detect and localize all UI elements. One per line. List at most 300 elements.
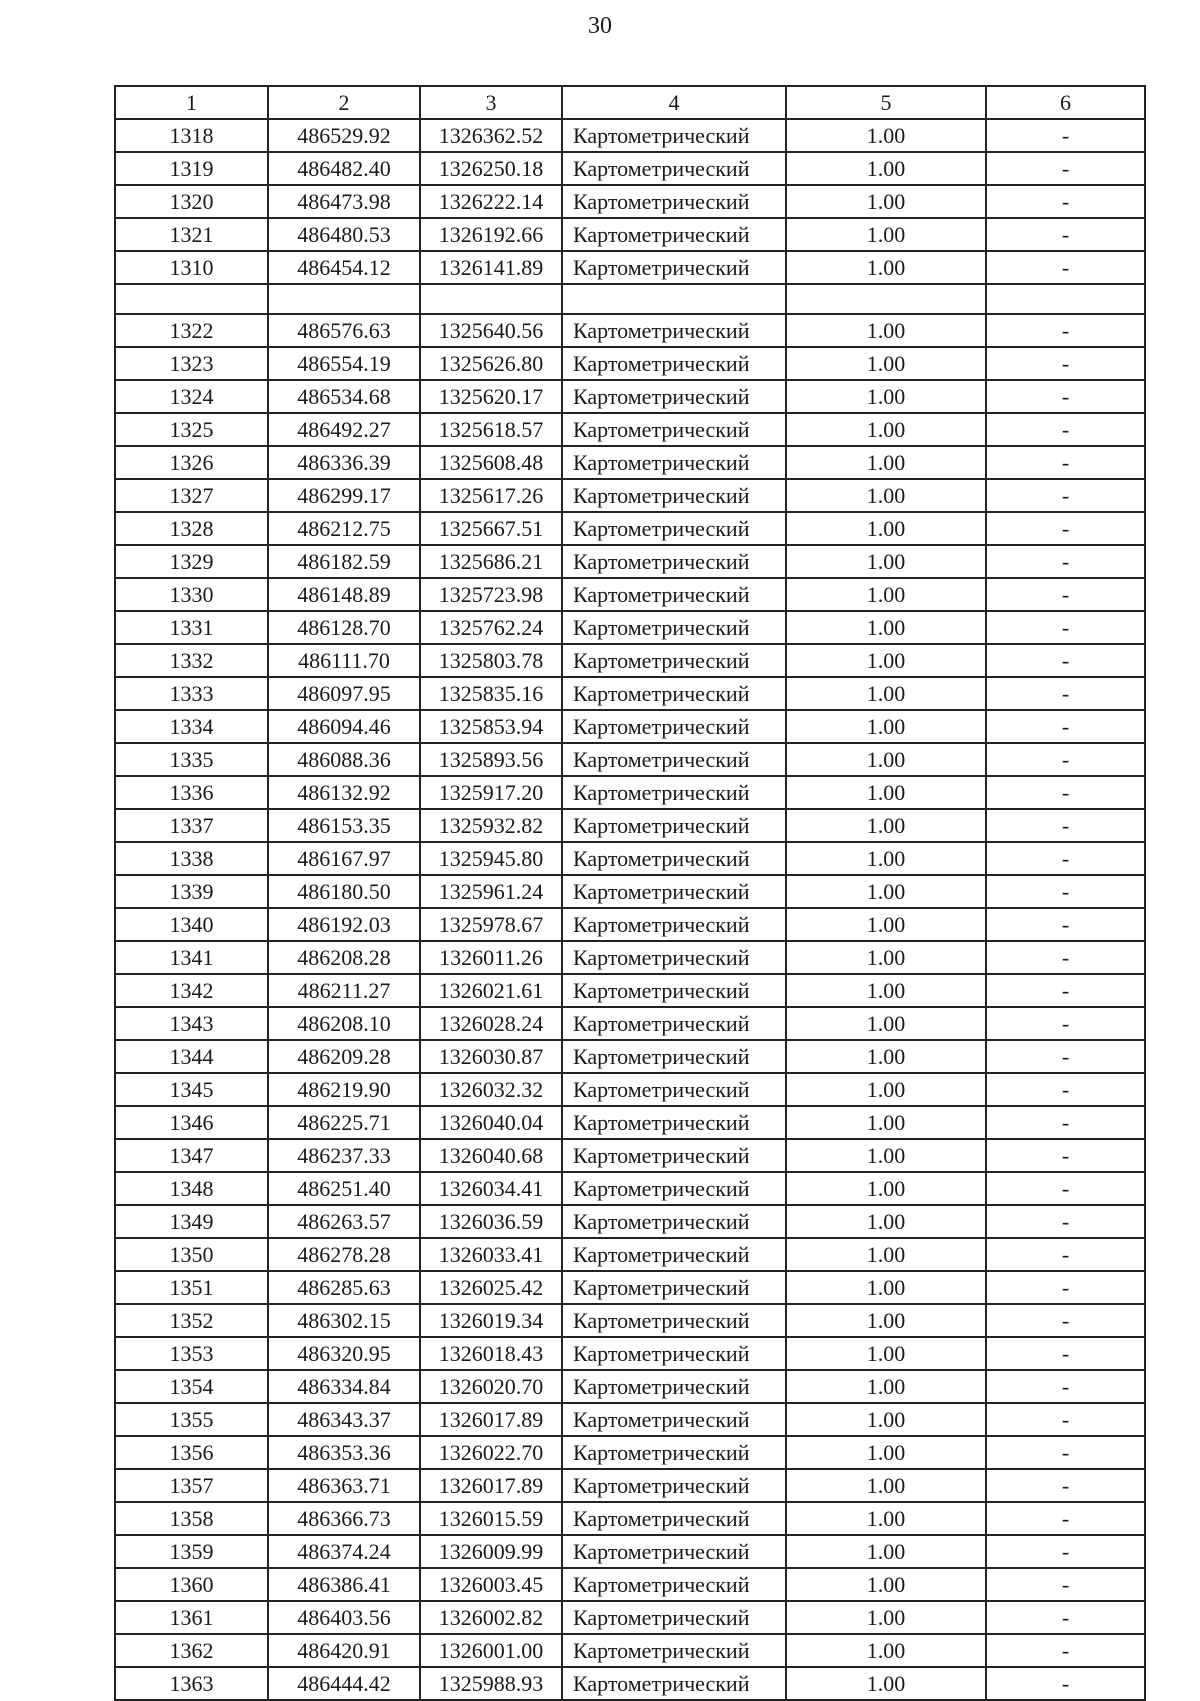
table-row (115, 1535, 1145, 1568)
point-number-cell: 1332 (115, 644, 268, 677)
table-row (115, 512, 1145, 545)
method-cell: Картометрический (562, 446, 786, 479)
x-coordinate-cell: 486208.28 (268, 941, 420, 974)
x-coordinate-cell: 486343.37 (268, 1403, 420, 1436)
note-cell: - (986, 710, 1145, 743)
point-number-cell: 1350 (115, 1238, 268, 1271)
table-body (115, 119, 1145, 1700)
table-row (115, 941, 1145, 974)
point-number-cell: 1328 (115, 512, 268, 545)
note-cell: - (986, 1205, 1145, 1238)
point-number-cell: 1359 (115, 1535, 268, 1568)
point-number-cell: 1335 (115, 743, 268, 776)
point-number-cell: 1334 (115, 710, 268, 743)
x-coordinate-cell: 486336.39 (268, 446, 420, 479)
note-cell: - (986, 1601, 1145, 1634)
note-cell: - (986, 1139, 1145, 1172)
y-coordinate-cell: 1326017.89 (420, 1469, 562, 1502)
table-row (115, 1238, 1145, 1271)
method-cell: Картометрический (562, 545, 786, 578)
table-row (115, 1040, 1145, 1073)
y-coordinate-cell: 1326028.24 (420, 1007, 562, 1040)
accuracy-cell: 1.00 (786, 1007, 986, 1040)
x-coordinate-cell: 486209.28 (268, 1040, 420, 1073)
method-cell: Картометрический (562, 185, 786, 218)
x-coordinate-cell (268, 284, 420, 314)
accuracy-cell: 1.00 (786, 776, 986, 809)
point-number-cell: 1310 (115, 251, 268, 284)
method-cell: Картометрический (562, 875, 786, 908)
table-row (115, 479, 1145, 512)
x-coordinate-cell: 486094.46 (268, 710, 420, 743)
x-coordinate-cell: 486088.36 (268, 743, 420, 776)
y-coordinate-cell: 1325893.56 (420, 743, 562, 776)
x-coordinate-cell: 486534.68 (268, 380, 420, 413)
table-row (115, 413, 1145, 446)
point-number-cell: 1345 (115, 1073, 268, 1106)
point-number-cell: 1342 (115, 974, 268, 1007)
y-coordinate-cell: 1325723.98 (420, 578, 562, 611)
y-coordinate-cell (420, 284, 562, 314)
header-cell-6: 6 (986, 86, 1145, 119)
point-number-cell: 1363 (115, 1667, 268, 1700)
x-coordinate-cell: 486211.27 (268, 974, 420, 1007)
method-cell: Картометрический (562, 710, 786, 743)
method-cell: Картометрический (562, 1502, 786, 1535)
y-coordinate-cell: 1326025.42 (420, 1271, 562, 1304)
table-header (115, 86, 1145, 119)
method-cell: Картометрический (562, 1535, 786, 1568)
header-cell-4: 4 (562, 86, 786, 119)
point-number-cell: 1360 (115, 1568, 268, 1601)
note-cell: - (986, 380, 1145, 413)
y-coordinate-cell: 1326011.26 (420, 941, 562, 974)
x-coordinate-cell: 486182.59 (268, 545, 420, 578)
method-cell: Картометрический (562, 611, 786, 644)
y-coordinate-cell: 1326040.04 (420, 1106, 562, 1139)
x-coordinate-cell: 486237.33 (268, 1139, 420, 1172)
header-cell-5: 5 (786, 86, 986, 119)
method-cell: Картометрический (562, 479, 786, 512)
y-coordinate-cell: 1325620.17 (420, 380, 562, 413)
point-number-cell: 1340 (115, 908, 268, 941)
method-cell: Картометрический (562, 1040, 786, 1073)
note-cell: - (986, 185, 1145, 218)
y-coordinate-cell: 1325803.78 (420, 644, 562, 677)
note-cell: - (986, 1502, 1145, 1535)
table-row (115, 809, 1145, 842)
point-number-cell: 1322 (115, 314, 268, 347)
method-cell: Картометрический (562, 974, 786, 1007)
note-cell: - (986, 611, 1145, 644)
y-coordinate-cell: 1325932.82 (420, 809, 562, 842)
accuracy-cell: 1.00 (786, 1106, 986, 1139)
table-row (115, 1469, 1145, 1502)
x-coordinate-cell: 486576.63 (268, 314, 420, 347)
method-cell: Картометрический (562, 908, 786, 941)
y-coordinate-cell: 1325617.26 (420, 479, 562, 512)
note-cell: - (986, 251, 1145, 284)
table-row (115, 152, 1145, 185)
y-coordinate-cell: 1325626.80 (420, 347, 562, 380)
table-row (115, 1370, 1145, 1403)
point-number-cell: 1338 (115, 842, 268, 875)
table-row (115, 1403, 1145, 1436)
x-coordinate-cell: 486225.71 (268, 1106, 420, 1139)
point-number-cell: 1330 (115, 578, 268, 611)
point-number-cell: 1361 (115, 1601, 268, 1634)
x-coordinate-cell: 486132.92 (268, 776, 420, 809)
note-cell: - (986, 1040, 1145, 1073)
accuracy-cell: 1.00 (786, 644, 986, 677)
accuracy-cell: 1.00 (786, 1469, 986, 1502)
accuracy-cell: 1.00 (786, 152, 986, 185)
y-coordinate-cell: 1325853.94 (420, 710, 562, 743)
accuracy-cell: 1.00 (786, 1568, 986, 1601)
header-cell-1: 1 (115, 86, 268, 119)
note-cell: - (986, 1007, 1145, 1040)
accuracy-cell: 1.00 (786, 479, 986, 512)
note-cell: - (986, 1370, 1145, 1403)
point-number-cell: 1329 (115, 545, 268, 578)
table-row (115, 644, 1145, 677)
y-coordinate-cell: 1326036.59 (420, 1205, 562, 1238)
point-number-cell: 1362 (115, 1634, 268, 1667)
table-row (115, 380, 1145, 413)
table-row (115, 446, 1145, 479)
point-number-cell: 1352 (115, 1304, 268, 1337)
y-coordinate-cell: 1325945.80 (420, 842, 562, 875)
y-coordinate-cell: 1325835.16 (420, 677, 562, 710)
table-row (115, 908, 1145, 941)
x-coordinate-cell: 486363.71 (268, 1469, 420, 1502)
accuracy-cell: 1.00 (786, 677, 986, 710)
accuracy-cell: 1.00 (786, 1370, 986, 1403)
point-number-cell: 1320 (115, 185, 268, 218)
y-coordinate-cell: 1326250.18 (420, 152, 562, 185)
y-coordinate-cell: 1326030.87 (420, 1040, 562, 1073)
point-number-cell: 1318 (115, 119, 268, 152)
table-row (115, 119, 1145, 152)
method-cell: Картометрический (562, 1271, 786, 1304)
method-cell: Картометрический (562, 1172, 786, 1205)
accuracy-cell: 1.00 (786, 218, 986, 251)
method-cell: Картометрический (562, 251, 786, 284)
table-row (115, 284, 1145, 314)
accuracy-cell: 1.00 (786, 314, 986, 347)
y-coordinate-cell: 1326009.99 (420, 1535, 562, 1568)
x-coordinate-cell: 486320.95 (268, 1337, 420, 1370)
note-cell: - (986, 413, 1145, 446)
accuracy-cell: 1.00 (786, 1535, 986, 1568)
method-cell: Картометрический (562, 941, 786, 974)
accuracy-cell: 1.00 (786, 1502, 986, 1535)
header-cell-3: 3 (420, 86, 562, 119)
x-coordinate-cell: 486366.73 (268, 1502, 420, 1535)
table-row (115, 1634, 1145, 1667)
note-cell: - (986, 677, 1145, 710)
method-cell: Картометрический (562, 152, 786, 185)
method-cell: Картометрический (562, 578, 786, 611)
method-cell: Картометрический (562, 413, 786, 446)
coordinates-table (114, 85, 1146, 1701)
accuracy-cell: 1.00 (786, 1337, 986, 1370)
accuracy-cell: 1.00 (786, 908, 986, 941)
method-cell: Картометрический (562, 347, 786, 380)
note-cell: - (986, 1634, 1145, 1667)
point-number-cell: 1358 (115, 1502, 268, 1535)
table-row (115, 875, 1145, 908)
x-coordinate-cell: 486473.98 (268, 185, 420, 218)
point-number-cell: 1344 (115, 1040, 268, 1073)
note-cell: - (986, 1271, 1145, 1304)
x-coordinate-cell: 486444.42 (268, 1667, 420, 1700)
accuracy-cell: 1.00 (786, 1403, 986, 1436)
method-cell: Картометрический (562, 1007, 786, 1040)
table-row (115, 218, 1145, 251)
method-cell: Картометрический (562, 512, 786, 545)
point-number-cell: 1337 (115, 809, 268, 842)
table-row (115, 1568, 1145, 1601)
accuracy-cell: 1.00 (786, 413, 986, 446)
y-coordinate-cell: 1325640.56 (420, 314, 562, 347)
point-number-cell: 1347 (115, 1139, 268, 1172)
accuracy-cell: 1.00 (786, 1601, 986, 1634)
table-row (115, 1337, 1145, 1370)
y-coordinate-cell: 1326040.68 (420, 1139, 562, 1172)
y-coordinate-cell: 1325917.20 (420, 776, 562, 809)
accuracy-cell (786, 284, 986, 314)
table-row (115, 1436, 1145, 1469)
table-row (115, 1172, 1145, 1205)
x-coordinate-cell: 486420.91 (268, 1634, 420, 1667)
table-row (115, 185, 1145, 218)
method-cell: Картометрический (562, 1436, 786, 1469)
x-coordinate-cell: 486180.50 (268, 875, 420, 908)
method-cell: Картометрический (562, 776, 786, 809)
accuracy-cell: 1.00 (786, 512, 986, 545)
note-cell: - (986, 1667, 1145, 1700)
note-cell: - (986, 119, 1145, 152)
table-row (115, 1304, 1145, 1337)
method-cell: Картометрический (562, 1568, 786, 1601)
y-coordinate-cell: 1326033.41 (420, 1238, 562, 1271)
table-row (115, 1205, 1145, 1238)
x-coordinate-cell: 486454.12 (268, 251, 420, 284)
method-cell: Картометрический (562, 380, 786, 413)
note-cell: - (986, 152, 1145, 185)
note-cell: - (986, 842, 1145, 875)
method-cell: Картометрический (562, 842, 786, 875)
note-cell: - (986, 1238, 1145, 1271)
point-number-cell: 1356 (115, 1436, 268, 1469)
x-coordinate-cell: 486153.35 (268, 809, 420, 842)
note-cell: - (986, 776, 1145, 809)
method-cell: Картометрический (562, 1370, 786, 1403)
note-cell: - (986, 644, 1145, 677)
y-coordinate-cell: 1326015.59 (420, 1502, 562, 1535)
method-cell: Картометрический (562, 218, 786, 251)
note-cell: - (986, 875, 1145, 908)
x-coordinate-cell: 486192.03 (268, 908, 420, 941)
x-coordinate-cell: 486302.15 (268, 1304, 420, 1337)
x-coordinate-cell: 486334.84 (268, 1370, 420, 1403)
header-cell-2: 2 (268, 86, 420, 119)
point-number-cell: 1333 (115, 677, 268, 710)
note-cell: - (986, 1436, 1145, 1469)
x-coordinate-cell: 486482.40 (268, 152, 420, 185)
accuracy-cell: 1.00 (786, 1172, 986, 1205)
point-number-cell: 1346 (115, 1106, 268, 1139)
method-cell: Картометрический (562, 1667, 786, 1700)
accuracy-cell: 1.00 (786, 1667, 986, 1700)
point-number-cell: 1339 (115, 875, 268, 908)
point-number-cell: 1326 (115, 446, 268, 479)
point-number-cell: 1357 (115, 1469, 268, 1502)
page-number: 30 (588, 13, 612, 39)
y-coordinate-cell: 1326021.61 (420, 974, 562, 1007)
note-cell: - (986, 1304, 1145, 1337)
point-number-cell (115, 284, 268, 314)
table-row (115, 974, 1145, 1007)
x-coordinate-cell: 486278.28 (268, 1238, 420, 1271)
method-cell: Картометрический (562, 1139, 786, 1172)
x-coordinate-cell: 486111.70 (268, 644, 420, 677)
note-cell: - (986, 578, 1145, 611)
table-row (115, 1139, 1145, 1172)
accuracy-cell: 1.00 (786, 941, 986, 974)
x-coordinate-cell: 486167.97 (268, 842, 420, 875)
y-coordinate-cell: 1326001.00 (420, 1634, 562, 1667)
y-coordinate-cell: 1326141.89 (420, 251, 562, 284)
accuracy-cell: 1.00 (786, 251, 986, 284)
accuracy-cell: 1.00 (786, 119, 986, 152)
x-coordinate-cell: 486386.41 (268, 1568, 420, 1601)
accuracy-cell: 1.00 (786, 1040, 986, 1073)
accuracy-cell: 1.00 (786, 974, 986, 1007)
accuracy-cell: 1.00 (786, 809, 986, 842)
note-cell: - (986, 545, 1145, 578)
point-number-cell: 1336 (115, 776, 268, 809)
y-coordinate-cell: 1326362.52 (420, 119, 562, 152)
table-row (115, 1073, 1145, 1106)
method-cell: Картометрический (562, 1469, 786, 1502)
note-cell: - (986, 974, 1145, 1007)
y-coordinate-cell: 1325961.24 (420, 875, 562, 908)
table-row (115, 1106, 1145, 1139)
accuracy-cell: 1.00 (786, 347, 986, 380)
y-coordinate-cell: 1326018.43 (420, 1337, 562, 1370)
x-coordinate-cell: 486554.19 (268, 347, 420, 380)
method-cell: Картометрический (562, 1238, 786, 1271)
x-coordinate-cell: 486353.36 (268, 1436, 420, 1469)
point-number-cell: 1349 (115, 1205, 268, 1238)
point-number-cell: 1351 (115, 1271, 268, 1304)
point-number-cell: 1325 (115, 413, 268, 446)
accuracy-cell: 1.00 (786, 380, 986, 413)
y-coordinate-cell: 1326020.70 (420, 1370, 562, 1403)
y-coordinate-cell: 1326022.70 (420, 1436, 562, 1469)
table-row (115, 251, 1145, 284)
x-coordinate-cell: 486208.10 (268, 1007, 420, 1040)
x-coordinate-cell: 486529.92 (268, 119, 420, 152)
y-coordinate-cell: 1325762.24 (420, 611, 562, 644)
point-number-cell: 1354 (115, 1370, 268, 1403)
y-coordinate-cell: 1325618.57 (420, 413, 562, 446)
note-cell (986, 284, 1145, 314)
x-coordinate-cell: 486403.56 (268, 1601, 420, 1634)
table-row (115, 611, 1145, 644)
accuracy-cell: 1.00 (786, 1073, 986, 1106)
point-number-cell: 1343 (115, 1007, 268, 1040)
x-coordinate-cell: 486299.17 (268, 479, 420, 512)
table-row (115, 545, 1145, 578)
accuracy-cell: 1.00 (786, 185, 986, 218)
note-cell: - (986, 941, 1145, 974)
method-cell: Картометрический (562, 1106, 786, 1139)
point-number-cell: 1341 (115, 941, 268, 974)
y-coordinate-cell: 1326222.14 (420, 185, 562, 218)
x-coordinate-cell: 486263.57 (268, 1205, 420, 1238)
method-cell: Картометрический (562, 1601, 786, 1634)
method-cell: Картометрический (562, 1073, 786, 1106)
method-cell: Картометрический (562, 644, 786, 677)
accuracy-cell: 1.00 (786, 1634, 986, 1667)
x-coordinate-cell: 486097.95 (268, 677, 420, 710)
point-number-cell: 1348 (115, 1172, 268, 1205)
point-number-cell: 1321 (115, 218, 268, 251)
method-cell: Картометрический (562, 1304, 786, 1337)
y-coordinate-cell: 1326032.32 (420, 1073, 562, 1106)
note-cell: - (986, 1073, 1145, 1106)
table-row (115, 1601, 1145, 1634)
y-coordinate-cell: 1326002.82 (420, 1601, 562, 1634)
accuracy-cell: 1.00 (786, 1238, 986, 1271)
y-coordinate-cell: 1326003.45 (420, 1568, 562, 1601)
accuracy-cell: 1.00 (786, 1304, 986, 1337)
accuracy-cell: 1.00 (786, 611, 986, 644)
y-coordinate-cell: 1325608.48 (420, 446, 562, 479)
table-row (115, 776, 1145, 809)
note-cell: - (986, 1337, 1145, 1370)
method-cell: Картометрический (562, 314, 786, 347)
x-coordinate-cell: 486374.24 (268, 1535, 420, 1568)
note-cell: - (986, 1106, 1145, 1139)
x-coordinate-cell: 486128.70 (268, 611, 420, 644)
point-number-cell: 1324 (115, 380, 268, 413)
note-cell: - (986, 1568, 1145, 1601)
note-cell: - (986, 1403, 1145, 1436)
accuracy-cell: 1.00 (786, 743, 986, 776)
y-coordinate-cell: 1325988.93 (420, 1667, 562, 1700)
x-coordinate-cell: 486251.40 (268, 1172, 420, 1205)
table-row (115, 710, 1145, 743)
y-coordinate-cell: 1325686.21 (420, 545, 562, 578)
table-row (115, 578, 1145, 611)
y-coordinate-cell: 1326019.34 (420, 1304, 562, 1337)
accuracy-cell: 1.00 (786, 446, 986, 479)
method-cell (562, 284, 786, 314)
method-cell: Картометрический (562, 1634, 786, 1667)
note-cell: - (986, 1469, 1145, 1502)
accuracy-cell: 1.00 (786, 1436, 986, 1469)
table-row (115, 1271, 1145, 1304)
y-coordinate-cell: 1325978.67 (420, 908, 562, 941)
method-cell: Картометрический (562, 677, 786, 710)
point-number-cell: 1355 (115, 1403, 268, 1436)
table-row (115, 842, 1145, 875)
table-row (115, 743, 1145, 776)
